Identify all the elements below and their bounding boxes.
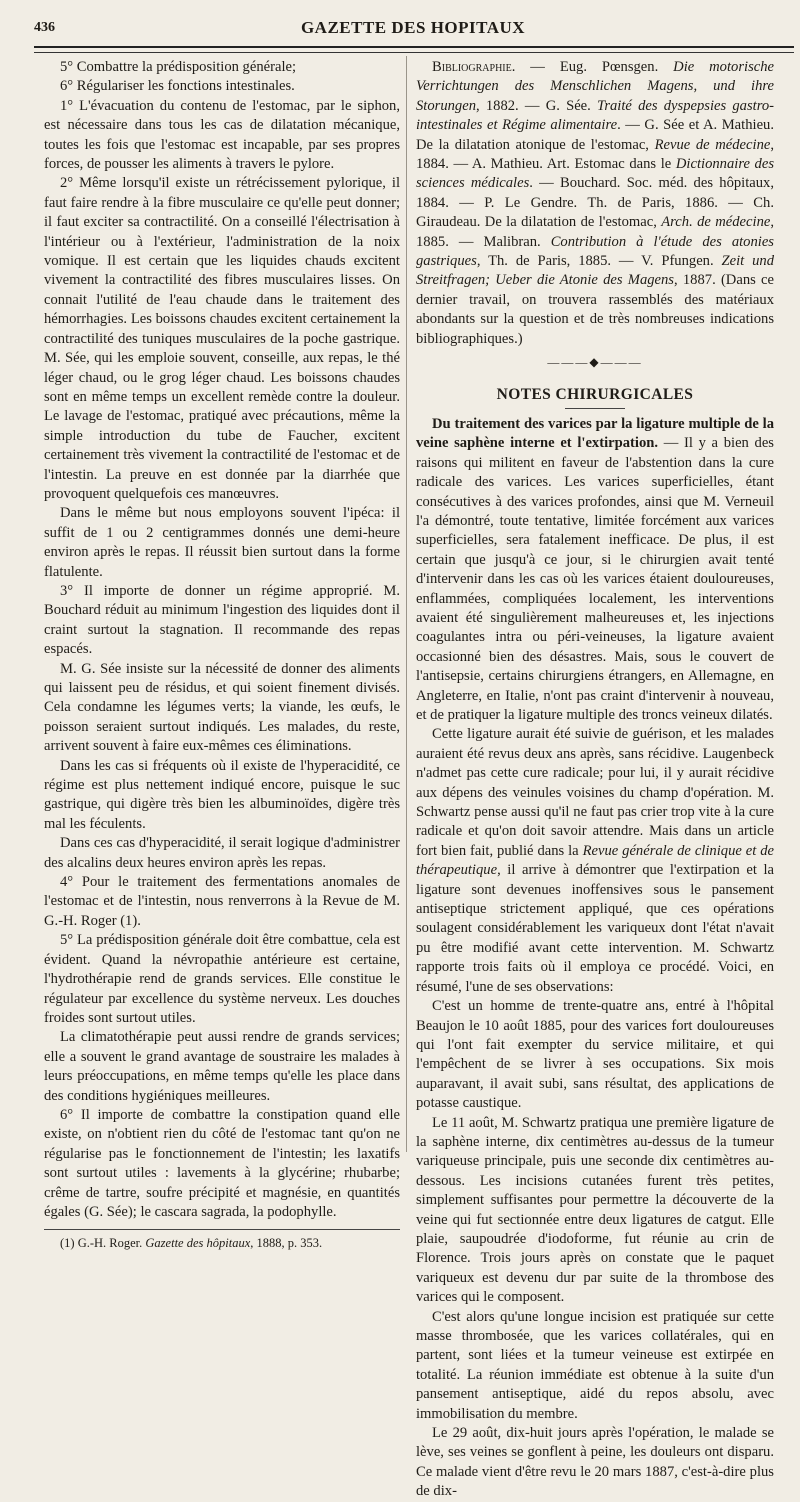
bibliography-title: Arch. de médecine [661, 214, 771, 231]
bibliography-title: Dictionnaire des sciences médicales [416, 156, 775, 192]
bibliography-title: Traité des dyspepsies gastro-intestinales et Régime alimentaire [416, 97, 774, 134]
running-title: GAZETTE DES HOPITAUX [300, 18, 526, 37]
paragraph: Le 29 août, dix-huit jours après l'opération, le malade se lève, ses veines se gonflent à peine, les douleurs ont disparu. Ce malade vient d'être revu le 20 mars 1887, c'est-à-dire plus de dix- [416, 1425, 774, 1500]
bibliography [416, 58, 774, 349]
page-number: 436 [34, 20, 55, 35]
column-divider [406, 56, 407, 1152]
bibliography-text: , 1884. — A. Mathieu. Art. Estomac dans le [416, 136, 774, 173]
paragraph: 6° Régulariser les fonctions intestinales. [60, 78, 295, 95]
paragraph [416, 415, 774, 726]
paragraph: Le 11 août, M. Schwartz pratiqua une première ligature de la saphène interne, dix centimètres au-dessus de la tumeur variqueuse principale, puis une seconde dix centimètres au-dessous. Les incisions cutanées furent très petites, simplement suffisantes pour permettre la découverte de la veine qui fut sectionnée entre deux ligatures de catgut. Elle plaie, saupoudrée d'iodoforme, fut réunie au crin de Florence. Trois jours après on constate que le paquet variqueux est devenu dur par suite de la thrombose des varices qui le composent. [416, 1114, 774, 1306]
section-title: NOTES CHIRURGICALES [496, 385, 694, 403]
paragraph-text: Cette ligature aurait été suivie de guérison, et les malades auraient été revus deux ans après, sans récidive. Laugenbeck n'admet pas cette cure radicale; pour lui, il y aurait récidive aux dépens des veinules voisines du champ d'opération. M. Schwartz pense aussi qu'il ne faut pas crier trop vite à la cure radicale et qu'on doit savoir attendre. Mais dans un article fort bien fait, publié dans la [416, 726, 774, 859]
footnote-journal: Gazette des hôpitaux [145, 1236, 251, 1251]
paragraph-text: , il arrive à démontrer que l'extirpation et la ligature sont devenues inoffensives sous le pansement antiseptique strictement appliqué, que ces opérations soulagent considérablement les variqueux dont l'état n'avait pu être modifié avant cette intervention. M. Schwartz rapporte trois faits où il employa ce procédé. Voici, en résumé, l'une de ses observations: [416, 862, 774, 995]
paragraph: C'est un homme de trente-quatre ans, entré à l'hôpital Beaujon le 10 août 1885, pour des varices fort douloureuses qui l'ont fait exempter du service militaire, et qui l'empêchent de se livrer à ses occupations. Six mois auparavant, il avait subi, sans résultat, des applications de potasse caustique. [416, 998, 774, 1112]
paragraph: La climatothérapie peut aussi rendre de grands services; elle a souvent le grand avantage de soustraire les malades à leurs préoccupations, en même temps qu'elle les place dans des conditions hygiéniques meilleures. [44, 1029, 400, 1104]
footnote-citation: , 1888, p. 353. [250, 1236, 323, 1251]
page-header [34, 18, 792, 40]
paragraph: 4° Pour le traitement des fermentations anomales de l'estomac et de l'intestin, nous renverrons à la Revue de M. G.-H. Roger (1). [44, 874, 400, 929]
footnote-ref: (1) G.-H. Roger. [60, 1236, 143, 1251]
left-column [44, 58, 400, 1251]
paragraph: Dans ces cas d'hyperacidité, il serait logique d'administrer des alcalins deux heures environ après les repas. [44, 835, 400, 871]
footnote-rule [44, 1229, 400, 1230]
paragraph: 3° Il importe de donner un régime approprié. M. Bouchard réduit au minimum l'ingestion des liquides dont il craint surtout la stagnation. Il recommande des repas espacés. [44, 582, 400, 658]
paragraph [416, 725, 774, 997]
paragraph: 1° L'évacuation du contenu de l'estomac, par le siphon, est nécessaire dans tous les cas de dilatation mécanique, toutes les fois que l'estomac est incapable, par ses propres forces, de pousser les aliments à travers le pylore. [44, 97, 400, 173]
bibliography-text: — Eug. Pœnsgen. [515, 59, 674, 75]
paragraph: Dans le même but nous employons souvent l'ipéca: il suffit de 1 ou 2 centigrammes donnés une demi-heure environ après le repas. Il réussit bien surtout dans la forme flatulente. [44, 505, 400, 580]
paragraph: 6° Il importe de combattre la constipation quand elle existe, on n'obtient rien du côté de l'estomac tant qu'on ne régularise pas le fonctionnement de l'intestin; les laxatifs sont surtout utiles : lavements à la glycérine; rhubarbe; crême de tartre, soufre précipité et magnésie, en quantités égales (G. Sée); le cascara sagrada, la podophylle. [44, 1106, 400, 1220]
article-title: Du traitement des varices par la ligature multiple de la veine saphène interne et l'extirpation. [416, 415, 774, 452]
journal-title: Revue générale de clinique et de thérapeutique [416, 842, 774, 879]
paragraph: C'est alors qu'une longue incision est pratiquée sur cette masse thrombosée, que les varices collatérales, qui en partent, sont liées et la tumeur veineuse est extirpée en totalité. La réunion immédiate est obtenue à la suite d'un pansement antiseptique, aidé du repos absolu, avec immobilisation du membre. [416, 1308, 774, 1422]
paragraph: 5° Combattre la prédisposition générale; [60, 59, 297, 75]
paragraph: 2° Même lorsqu'il existe un rétrécissement pylorique, il faut faire rendre à la fibre musculaire ce qu'elle peut donner; il faut exciter sa contractilité. On a conseillé l'électrisation à l'intérieur ou à l'extérieur, l'administration de la noix vomique. Il est certain que les liquides chauds excitent vivement la contractilité des fibres musculaires lisses. On connait l'utilité de l'eau chaude dans le traitement des hémorrhagies. Les boissons chaudes excitent certainement la contractilité des tuniques musculaires de la poche gastrique. M. Sée, qui les emploie souvent, conseille, aux repas, le thé léger chaud, ou le grog léger chaud. Les boissons chaudes sont en même temps un excellent remède contre la douleur. Le lavage de l'estomac, pratiqué avec précautions, même la simple introduction du tube de Faucher, excitent certainement très vivement la contractilité de l'estomac et de l'intestin. La preuve en est donnée par la diarrhée que provoquent quelquefois ces manœuvres. [44, 175, 400, 502]
footnote [44, 1235, 400, 1251]
bibliography-title: Contribution à l'étude des atonies gastriques [416, 233, 774, 270]
bibliography-text: , 1885. — Malibran. [416, 214, 774, 250]
bibliography-text: , Th. de Paris, 1885. — V. Pfungen. [476, 253, 722, 270]
section-ornament: ———◆——— [547, 355, 643, 370]
paragraph: 5° La prédisposition générale doit être combattue, cela est évident. Quand la névropathie antérieure est certaine, l'hydrothérapie rend de grands services. Elle constitue le régulateur par excellence du système nerveux. Les douches froides sont surtout utiles. [44, 932, 400, 1026]
bibliography-text: . — Bouchard. Soc. méd. des hôpitaux, 1884. — P. Le Gendre. Th. de Paris, 1886. — Ch. Giraudeau. De la dilatation de l'estomac, [416, 175, 774, 231]
bibliography-text: . — G. Sée et A. Mathieu. De la dilatation atonique de l'estomac, [416, 117, 774, 153]
bibliography-title: Zeit und Streitfragen; Ueber die Atonie des Magens [416, 253, 774, 289]
bibliography-title: Revue de médecine [654, 136, 771, 153]
paragraph: M. G. Sée insiste sur la nécessité de donner des aliments qui laissent peu de résidus, et qui soient finement divisés. Cela condamne les légumes verts; la viande, les œufs, le poisson seraient surtout indiqués. Les malades, du reste, arrivent souvent à faire eux-mêmes ces éliminations. [44, 660, 400, 755]
paragraph-text: — Il y a bien des raisons qui militent en faveur de l'abstention dans la cure radicale des varices. Les varices superficielles, étant consécutives à des varices profondes, ainsi que M. Verneuil l'a démontré, toute tentative, limitée forcément aux varices superficielles, sera fatalement inefficace. De plus, il est certain que jusqu'à ce jour, si le chirurgien avait tenté d'intervenir dans les cas où les varices étaient douloureuses, enflammées, compliquées localement, les interventions avaient été singulièrement malheureuses et, les injections coagulantes intra ou péri-veineuses, la ligature avaient occasionné bien des désastres. Mais, sous le couvert de l'antisepsie, certains chirurgiens étrangers, en Allemagne, en Angleterre, en Italie, n'ont pas craint d'intervenir à nouveau, et de pratiquer la ligature multiple des troncs veineux dilatés. [416, 435, 774, 723]
section-rule [565, 408, 625, 409]
header-rule [34, 46, 794, 48]
bibliography-label: Bibliographie. [432, 59, 516, 75]
bibliography-text: , 1887. (Dans ce dernier travail, on trouvera rassemblés des matériaux abondants sur la question et de très nombreuses indications bibliographiques.) [416, 272, 774, 347]
bibliography-title: Die motorische Verrichtungen des Menschlichen Magens, und ihre Storungen [416, 59, 774, 114]
header-rule-thin [34, 52, 794, 53]
bibliography-text: , 1882. — G. Sée. [476, 97, 598, 114]
paragraph: Dans les cas si fréquents où il existe de l'hyperacidité, ce régime est plus nettement indiqué encore, puisque le suc gastrique, qui digère très bien les albuminoïdes, digère très mal les féculents. [44, 757, 400, 832]
right-column [416, 58, 774, 1502]
